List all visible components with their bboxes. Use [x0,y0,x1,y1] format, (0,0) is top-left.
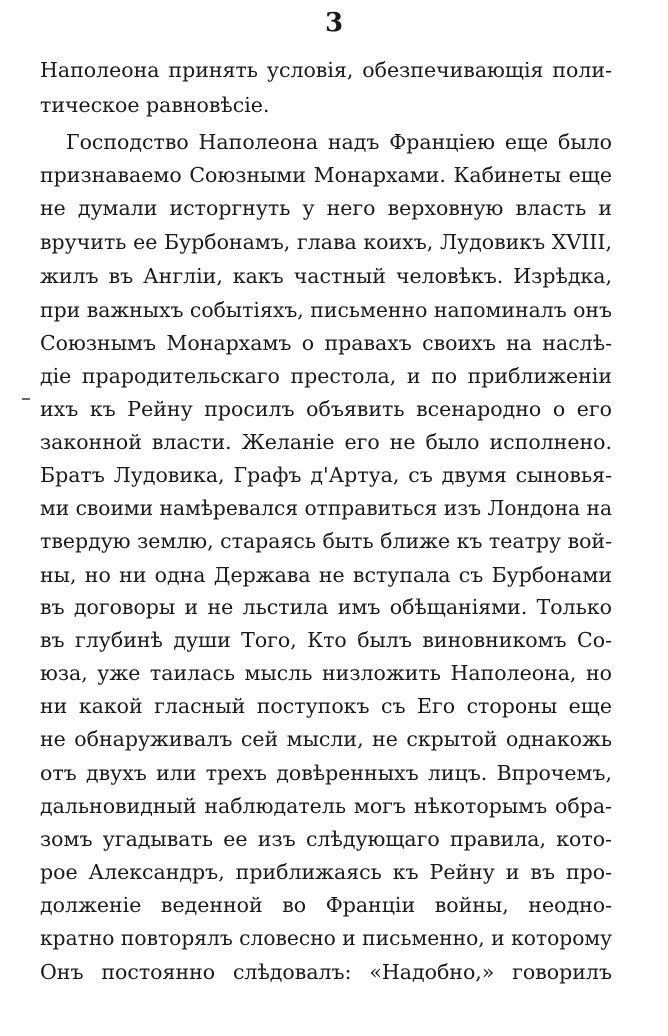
text-line: діе прародительскаго престола, и по приближеніи [40,364,612,388]
text-line: твердую землю, стараясь быть ближе къ театру вой- [40,529,612,553]
text-line: тическое равновѣсіе. [40,93,270,117]
text-line: ны, но ни одна Держава не вступала съ Бурбонами [40,563,612,587]
text-line: Наполеона принять условія, обезпечивающія поли- [40,58,612,82]
text-line: не думали исторгнуть у него верховную власть и [40,196,612,220]
text-line: вручить ее Бурбонамъ, глава коихъ, Лудовикъ XVIII, [40,230,612,254]
margin-mark [22,398,30,400]
text-line: не обнаруживалъ сей мысли, не скрытой однакожь [40,727,612,751]
text-line: законной власти. Желаніе его не было исполнено. [40,430,612,454]
text-line: жилъ въ Англіи, какъ частный человѣкъ. Изрѣдка, [40,264,612,288]
text-line: отъ двухъ или трехъ довѣренныхъ лицъ. Впрочемъ, [40,761,612,785]
text-line: въ договоры и не льстила имъ обѣщаніями. Только [40,595,612,619]
text-line: рое Александръ, приближаясь къ Рейну и въ про- [40,860,612,884]
page-number: 3 [324,8,344,38]
text-line: Онъ постоянно слѣдовалъ: «Надобно,» говорилъ [40,960,612,984]
text-line: признаваемо Союзными Монархами. Кабинеты еще [40,163,612,187]
text-line: зомъ угадывать ее изъ слѣдующаго правила, кото- [40,827,612,851]
text-line: юза, уже таилась мысль низложить Наполеона, но [40,661,612,685]
text-line: ихъ къ Рейну просилъ объявить всенародно о его [40,397,612,421]
text-line: въ глубинѣ души Того, Кто былъ виновникомъ Со- [40,628,612,652]
text-line: кратно повторялъ словесно и письменно, и которому [40,926,613,950]
text-line: ми своими намѣревался отправиться изъ Лондона на [40,496,613,520]
text-line: при важныхъ событіяхъ, письменно напоминалъ онъ [40,298,613,322]
text-line: ни какой гласный поступокъ съ Его стороны еще [40,694,612,718]
text-line: Братъ Лудовика, Графъ д'Артуа, съ двумя сыновья- [40,463,612,487]
text-line: Господство Наполеона надъ Франціею еще было [66,130,612,154]
text-line: Союзнымъ Монархамъ о правахъ своихъ на наслѣ- [40,331,612,355]
text-line: дальновидный наблюдатель могъ нѣкоторымъ обра- [40,794,612,818]
text-line: долженіе веденной во Франціи войны, неодно- [40,893,612,917]
